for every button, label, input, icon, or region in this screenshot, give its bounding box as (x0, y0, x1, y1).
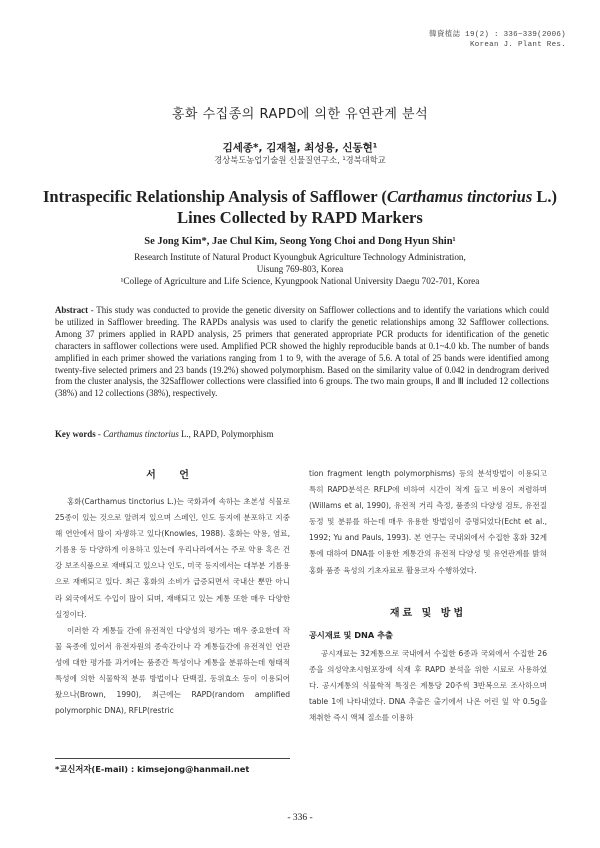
abstract-text: - This study was conducted to provide the genetic diversity on Safflower collections and to identify the variations which could be utilized in Safflower breeding. The RAPDs analysis was used to clarify the genetic relationships among 32 Safflower collections. Among 37 primers applied in RAPD analysis, 25 primers that generated appropriate PCR products for identification of the genetic characters in safflower collections were used. Amplified PCR showed the highly reproducible bands at 0.1~4.0 kb. The number of bands amplified in each primer showed the variations ranging from 1 to 9, with the average of 5.6. A total of 25 bands were identified among twenty-five selected primers and 23 bands (19.2%) showed polymorphism. Based on the similarity value of 0.042 in dendrogram derived from the cluster analysis, the 32Safflower collections were classified into 6 groups. The two main groups, Ⅱ and Ⅲ included 12 collections (38%) and 12 collections (38%), respectively. (55, 305, 549, 399)
affiliation-line-2: Uisung 769-803, Korea (256, 264, 344, 274)
introduction-left-column (55, 494, 290, 719)
korean-title: 홍화 수집종의 RAPD에 의한 유연관계 분석 (171, 107, 429, 122)
corresponding-author-footnote: *교신저자(E-mail) : kimsejong@hanmail.net (55, 764, 250, 774)
page-number: - 336 - (287, 813, 313, 823)
keywords-dash: - (95, 429, 104, 439)
methods-column (309, 646, 547, 726)
methods-paragraph-1: 공시재료는 32계통으로 국내에서 수집한 6종과 국외에서 수집한 26종을 의성약초시험포장에 식재 후 RAPD 분석을 위한 시료로 사용하였다. 공시계통의 식물학적 특징은 계통당 20주씩 3반복으로 조사하으며 table 1에 나타내었다. DNA 추출은 출기에서 나온 어린 잎 약 0.5g을 채취한 즉시 액체 질소를 이용하 (309, 649, 547, 723)
abstract-label: Abstract (55, 305, 89, 315)
keywords-species: Carthamus tinctorius (103, 429, 179, 439)
english-title-part2: L.) Lines Collected by RAPD Markers (177, 187, 557, 227)
introduction-right-column (309, 466, 547, 579)
keywords (55, 429, 549, 439)
english-title-part1: Intraspecific Relationship Analysis of Safflower ( (42, 187, 387, 206)
english-affiliation (40, 251, 560, 287)
korean-authors: 김세종*, 김재철, 최성용, 신동현¹ (222, 142, 378, 154)
affiliation-line-3: ¹College of Agriculture and Life Science, Kyungpook National University Daegu 702-701, Korea (120, 276, 480, 286)
affiliation-line-1: Research Institute of Natural Product Kyoungbuk Agriculture Technology Administration, (134, 252, 466, 262)
korean-affiliation: 경상북도농업기술원 신물질연구소, ¹경북대학교 (214, 155, 386, 165)
footnote-divider (55, 758, 290, 759)
abstract (55, 305, 549, 400)
keywords-label: Key words (55, 429, 96, 439)
english-authors: Se Jong Kim*, Jae Chul Kim, Seong Yong Choi and Dong Hyun Shin¹ (144, 236, 456, 247)
intro-paragraph-1: 홍화(Carthamus tinctorius L.)는 국화과에 속하는 초본성 식물로 25종이 있는 것으로 알려져 있으며 스페인, 인도 등지에 분포하고 지중해 연안에서 많이 자생하고 있다(Knowles, 1988). 홍화는 약용, 염료, 기름용 등 다양하게 이용하고 있는데 우리나라에서는 주로 약용 혹은 건강 보조식품으로 재배되고 있으나 인도, 미국 등지에서는 대부분 기름용으로 재배되고 있다. 최근 홍화의 소비가 급증되면서 국내산 뿐만 아니라 외국에서도 수입이 많이 되며, 재배되고 있는 계통 또한 매우 다양한 실정이다. (55, 497, 290, 619)
journal-name: Korean J. Plant Res. (469, 41, 566, 49)
methods-heading: 재료 및 방법 (389, 608, 467, 619)
introduction-heading: 서 언 (146, 470, 199, 481)
intro-paragraph-2: 이러한 각 계통들 간에 유전적인 다양성의 평가는 매우 중요한데 작물 육종에 있어서 유전자원의 종속간이나 각 계통들간에 유전적인 연관성에 대한 평가를 과거에는 품종간 특성이나 계통을 분류하는데 형태적 특성에 의한 식물학적 분류 방법이나 단백질, 동위효소 등이 이용되어 왔으나(Brown, 1990), 최근에는 RAPD(random amplified polymorphic DNA), RFLP(restric (55, 625, 290, 716)
journal-citation: 韓資植誌 19(2) : 336~339(2006) (429, 31, 566, 39)
intro-paragraph-3: tion fragment length polymorphisms) 등의 분석방법이 이용되고 특히 RAPD분석은 RFLP에 비하여 시간이 적게 들고 비용이 저렴하며(Willams et al, 1990), 유전적 거리 측정, 품종의 다양성 검토, 유전질동정 및 분류를 하는데 매우 유용한 방법임이 증명되었다(Echt et al., 1992; Yu and Pauls, 1993). 본 연구는 국내외에서 수집한 홍화 32계통에 대하여 DNA를 이용한 계통간의 유전적 다양성 및 유연관계를 밝혀 홍화 품종 육성의 기초자료로 활용코자 수행하였다. (309, 469, 547, 575)
keywords-rest: L., RAPD, Polymorphism (178, 429, 274, 439)
journal-header (429, 30, 566, 50)
english-title-species: Carthamus tinctorius (386, 187, 533, 206)
english-title (40, 186, 560, 228)
methods-subheading: 공시재료 및 DNA 추출 (309, 630, 393, 640)
